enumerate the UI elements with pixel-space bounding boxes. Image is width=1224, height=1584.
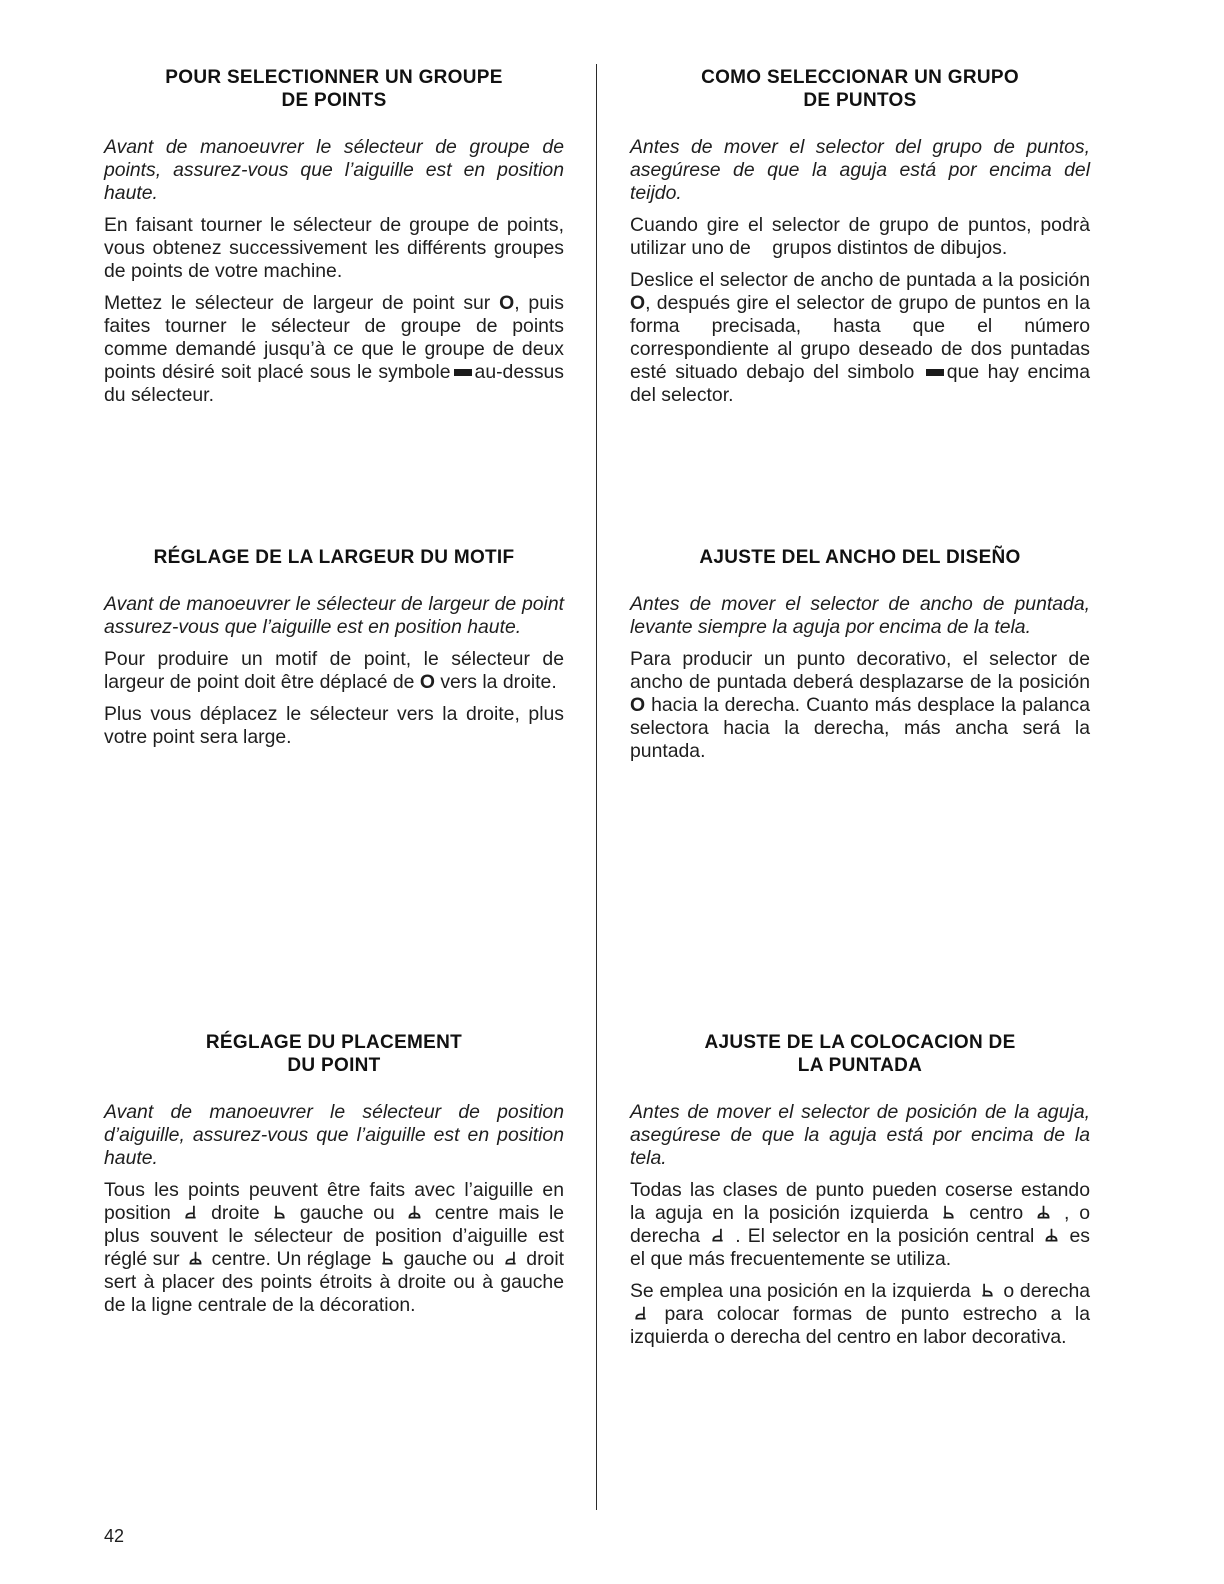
page-number: 42: [104, 1526, 125, 1546]
fr-section-group-select: [104, 66, 564, 416]
es-section-group-select: [630, 66, 1096, 416]
needle-right-icon: [709, 1227, 726, 1244]
fr-section-width: [104, 546, 564, 758]
es-section-width: [630, 546, 1090, 772]
caution-text: Antes de mover el selector de ancho de puntada, levante siempre la aguja por encima de la tela.: [630, 593, 1090, 638]
caution-text: Avant de manoeuvrer le sélecteur de groupe de points, assurez-vous que l’aiguille est en position haute.: [104, 136, 564, 204]
marker-symbol-icon: [454, 369, 472, 376]
section-title: COMO SELECCIONAR UN GRUPO DE PUNTOS: [701, 67, 1019, 111]
paragraph: Deslice el selector de ancho de puntada a la posición O, después gire el selector de grupo de puntos en la forma precisada, hasta que el número correspondiente al grupo deseado de dos puntadas esté situado debajo del simbolo que hay encima del selector.: [630, 269, 1090, 406]
section-title: RÉGLAGE DU PLACEMENT DU POINT: [205, 1032, 463, 1076]
needle-center-icon: [406, 1204, 423, 1221]
needle-center-icon: [187, 1250, 204, 1267]
marker-symbol-icon: [926, 369, 944, 376]
section-title: POUR SELECTIONNER UN GROUPE DE POINTS: [165, 67, 503, 111]
caution-text: Avant de manoeuvrer le sélecteur de largeur de point assurez-vous que l’aiguille est en position haute.: [104, 593, 564, 638]
fr-section-placement: [104, 1031, 564, 1326]
paragraph: Todas las clases de punto pueden coserse estando la aguja en la posición izquierda centro , o derecha . El selector en la posición central es el que más frecuentemente se utiliza.: [630, 1179, 1090, 1270]
needle-center-icon: [1043, 1227, 1060, 1244]
caution-text: Antes de mover el selector del grupo de puntos, asegúrese de que la aguja está por encima del teijdo.: [630, 136, 1090, 204]
paragraph: En faisant tourner le sélecteur de groupe de points, vous obtenez successivement les différents groupes de points de votre machine.: [104, 214, 564, 282]
paragraph: Tous les points peuvent être faits avec l’aiguille en position droite gauche ou centre mais le plus souvent le sélecteur de position d’aiguille est réglé sur centre. Un réglage gauche ou droit sert à placer des points étroits à droite ou à gauche de la ligne centrale de la décoration.: [104, 1179, 565, 1316]
caution-text: Antes de mover el selector de posición de la aguja, asegúrese de que la aguja está por encima de la tela.: [630, 1101, 1090, 1169]
needle-left-icon: [940, 1204, 957, 1221]
needle-left-icon: [379, 1250, 396, 1267]
needle-right-icon: [502, 1250, 519, 1267]
needle-right-icon: [632, 1305, 649, 1322]
paragraph: Para producir un punto decorativo, el selector de ancho de puntada deberá desplazarse de la posición O hacia la derecha. Cuanto más desplace la palanca selectora hacia la derecha, más ancha será la puntada.: [630, 648, 1090, 762]
paragraph: Plus vous déplacez le sélecteur vers la droite, plus votre point sera large.: [104, 703, 564, 748]
section-title: RÉGLAGE DE LA LARGEUR DU MOTIF: [153, 547, 515, 568]
section-title: AJUSTE DEL ANCHO DEL DISEÑO: [699, 547, 1021, 568]
section-title: AJUSTE DE LA COLOCACION DE LA PUNTADA: [704, 1032, 1016, 1076]
needle-center-icon: [1035, 1204, 1052, 1221]
column-divider: [596, 64, 597, 1510]
needle-left-icon: [979, 1282, 996, 1299]
paragraph: Cuando gire el selector de grupo de puntos, podrà utilizar uno de grupos distintos de dibujos.: [630, 214, 1096, 259]
es-section-placement: [630, 1031, 1090, 1358]
paragraph: Pour produire un motif de point, le sélecteur de largeur de point doit être déplacé de O vers la droite.: [104, 648, 564, 693]
caution-text: Avant de manoeuvrer le sélecteur de position d’aiguille, assurez-vous que l’aiguille est en position haute.: [104, 1101, 564, 1169]
paragraph: Se emplea una posición en la izquierda o derecha para colocar formas de punto estrecho a la izquierda o derecha del centro en labor decorativa.: [630, 1280, 1091, 1348]
needle-left-icon: [271, 1204, 288, 1221]
needle-right-icon: [182, 1204, 199, 1221]
paragraph: Mettez le sélecteur de largeur de point sur O, puis faites tourner le sélecteur de groupe de points comme demandé jusqu’à ce que le groupe de deux points désiré soit placé sous le symbole au-dessus du sélecteur.: [104, 292, 564, 406]
